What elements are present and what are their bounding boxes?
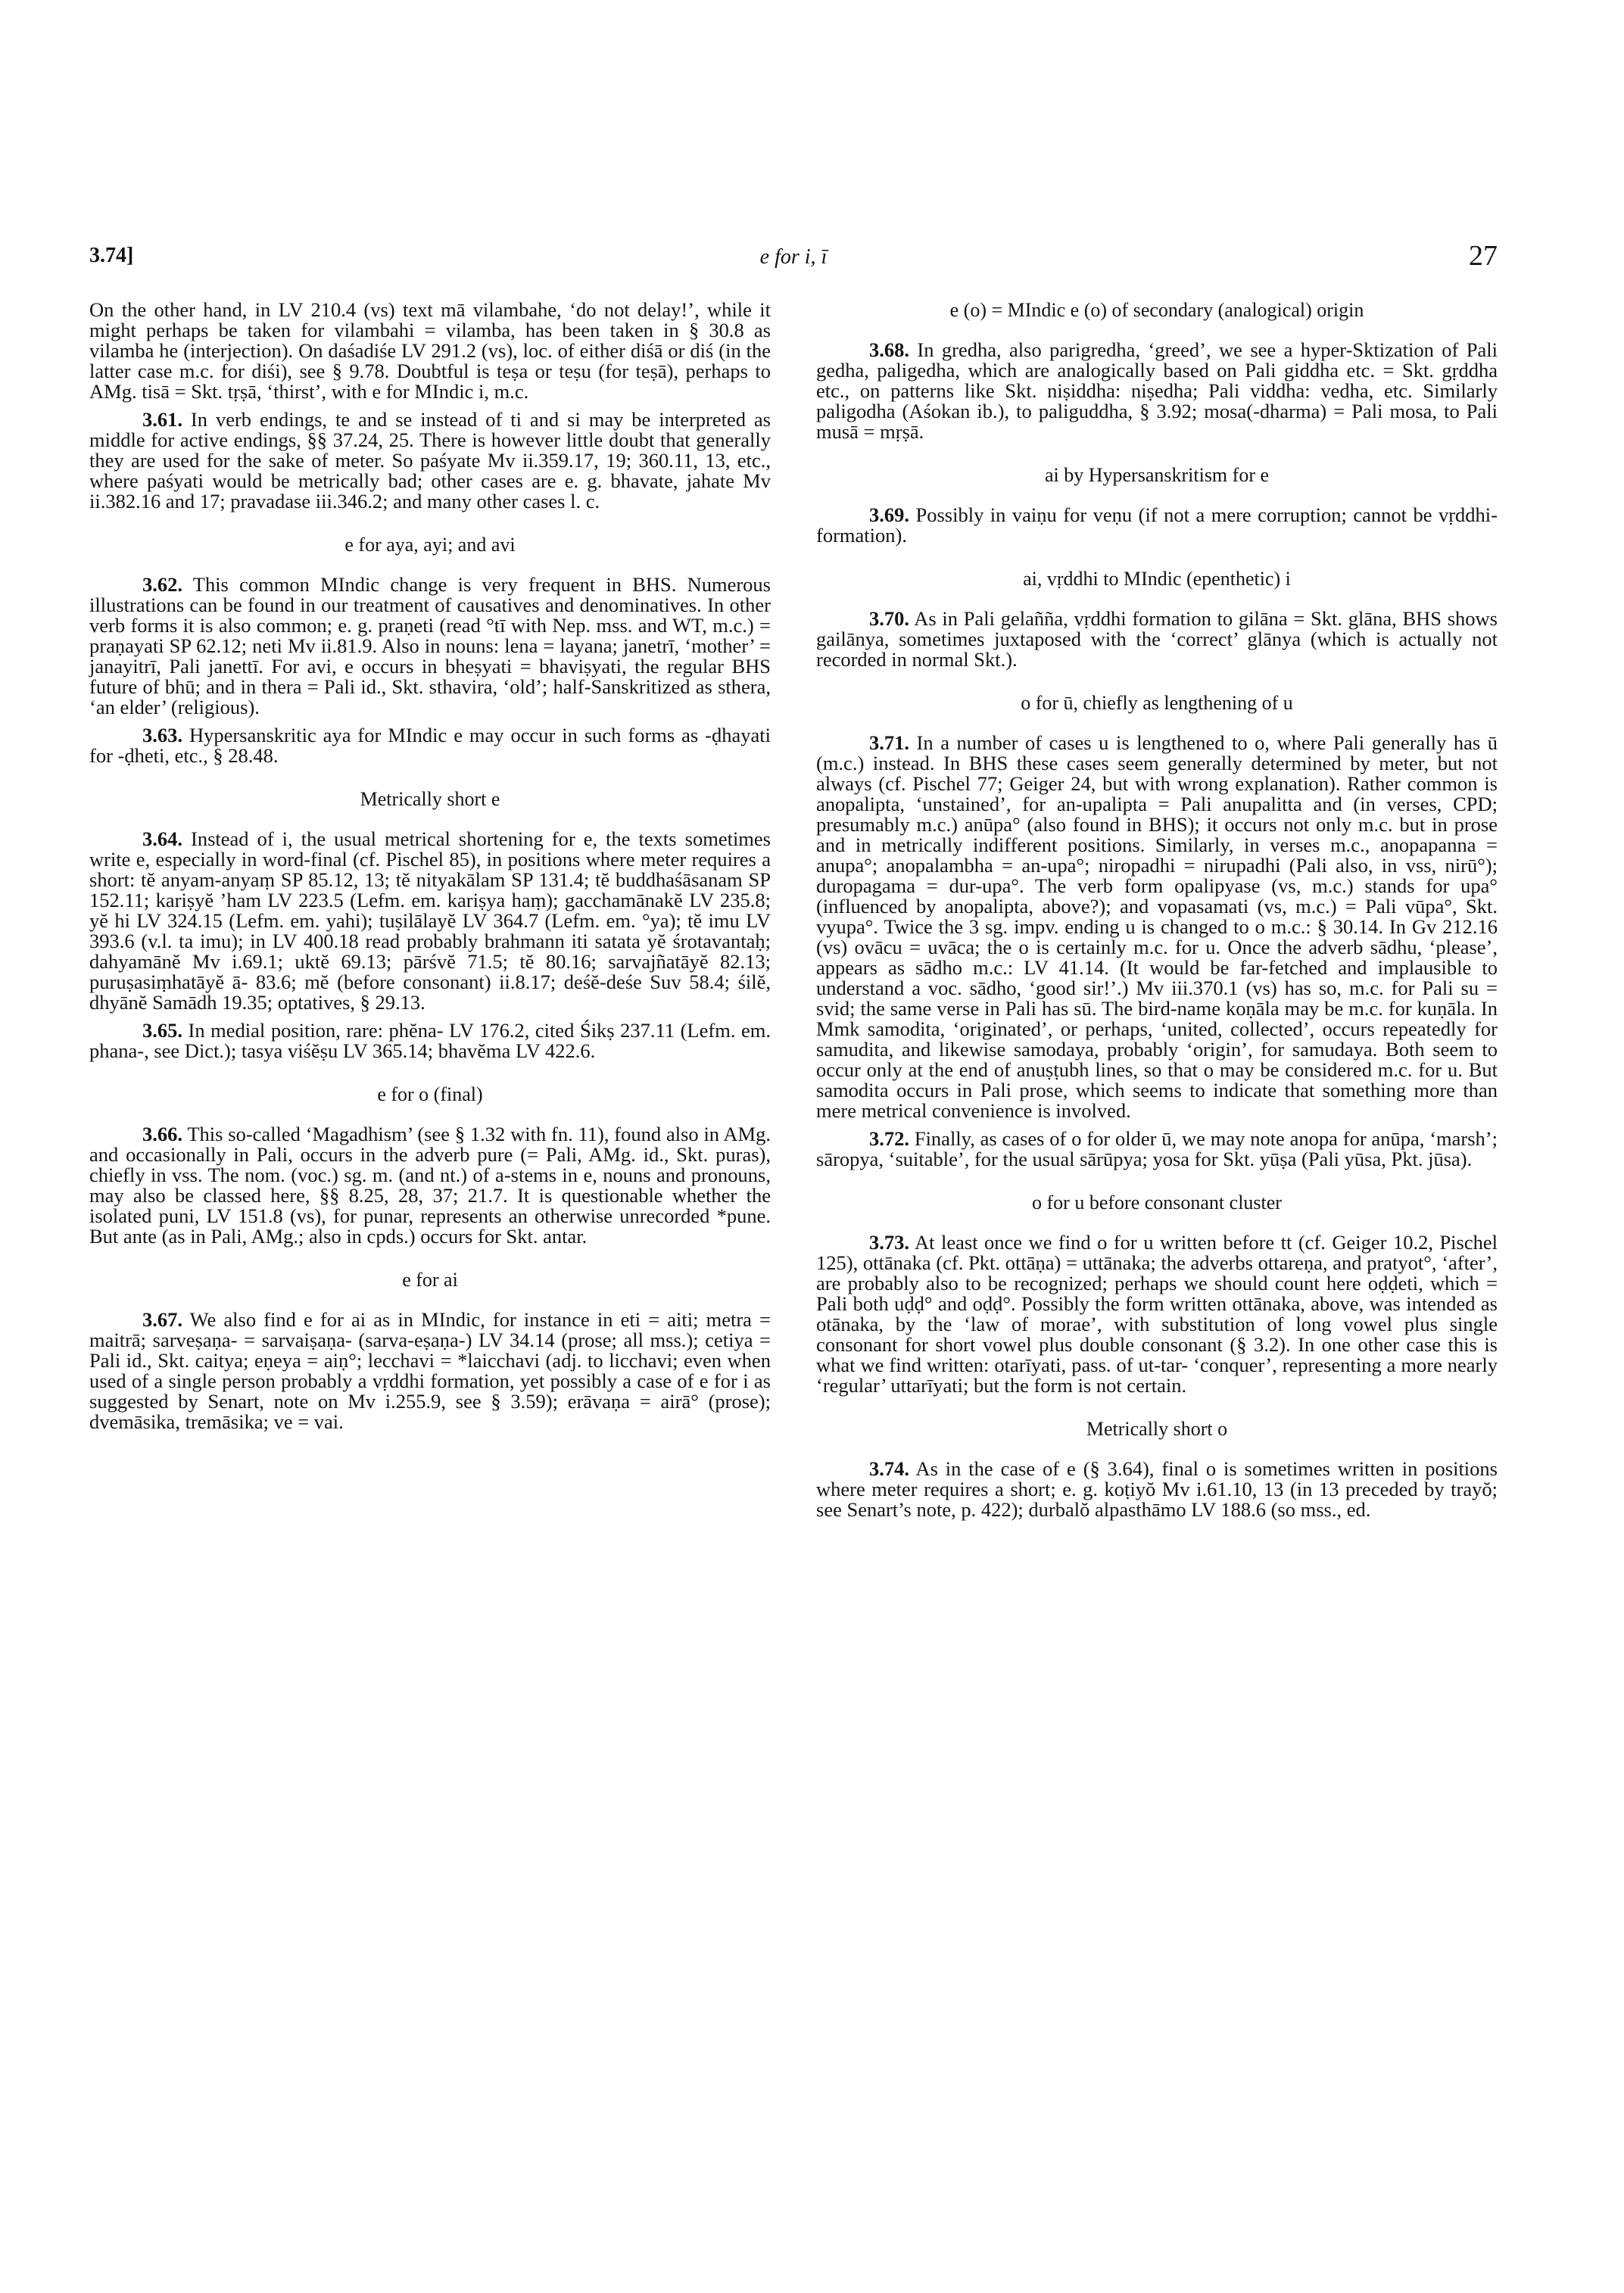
paragraph-text: We also find e for ai as in MIndic, for instance in eti = aiti; metra = maitrā; sarveṣaṇa- = sarvaiṣaṇa- (sarva-eṣaṇa-) LV 34.14 (prose; all mss.); cetiya = Pali id., Skt. caitya; eṇeya = aiṇ°; lecchavi = *laicchavi (adj. to licchavi; even when used of a single person probably a vṛddhi formation, yet possibly a case of e for i as suggested by Senart, note on Mv i.255.9, see § 3.59); erāvaṇa = airā° (prose); dvemāsika, tremāsika; ve = vai. [89,1308,771,1433]
paragraph-3-69 [816,505,1498,546]
section-heading-e-for-ai: e for ai [402,1269,458,1291]
paragraph-text: This so-called ‘Magadhism’ (see § 1.32 with fn. 11), found also in AMg. and occasionally in Pali, occurs in the adverb pure (= Pali, AMg. id., Skt. puras), chiefly in vss. The nom. (voc.) sg. m. (and nt.) of a-stems in e, nouns and pronouns, may also be classed here, §§ 8.25, 28, 37; 21.7. It is questionable whether the isolated puni, LV 151.8 (vs), for punar, represents an otherwise unrecorded *pune. But ante (as in Pali, AMg.; also in cpds.) occurs for Skt. antar. [89,1123,771,1248]
paragraph-3-64 [89,829,771,1013]
paragraph-text: In verb endings, te and se instead of ti and si may be interpreted as middle for active endings, §§ 37.24, 25. There is however little doubt that generally they are used for the sake of meter. So paśyate Mv ii.359.17, 19; 360.11, 13, etc., where paśyati would be metrically bad; other cases are e. g. bhavate, jahate Mv ii.382.16 and 17; pravadase iii.346.2; and many other cases l. c. [89,408,771,512]
paragraph-text: In a number of cases u is lengthened to o, where Pali generally has ū (m.c.) instead. In BHS these cases seem generally determined by meter, but not always (cf. Pischel 77; Geiger 24, but with wrong explanation). Rather common is anopalipta, ‘unstained’, for an-upalipta = Pali anupalitta and (in verses, CPD; presumably m.c.) anūpa° (also found in BHS); it occurs not only m.c. but in prose and in metrically indifferent positions. Similarly, in verses m.c., anopapanna = anupa°; anopalambha = an-upa°; niropadhi = nirupadhi (Pali also, in vss, nirū°); duropagama = dur-upa°. The verb form opalipyase (vs, m.c.) stands for upa° (influenced by anopalipta, above?); and vopasamati (vs, m.c.) = Pali vūpa°, Skt. vyupa°. Twice the 3 sg. impv. ending u is changed to o m.c.: § 30.14. In Gv 212.16 (vs) ovācu = uvāca; the o is certainly m.c. for u. Once the adverb sādhu, ‘please’, appears as sādho m.c.: LV 41.14. (It would be far-fetched and implausible to understand a voc. sādho, ‘good sir!’.) Mv iii.370.1 (vs) has so, m.c. for Pali su = svid; the same verse in Pali has sū. The bird-name koṇāla may be m.c. for kuṇāla. In Mmk samodita, ‘originated’, or perhaps, ‘united, collected’, occurs repeatedly for samudita, and likewise samodaya, probably ‘origin’, for samudaya. Both seem to occur only at the end of anuṣṭubh lines, so that o may be considered m.c. for u. But samodita occurs in Pali prose, which seems to indicate that something more than mere metrical convenience is involved. [816,731,1498,1122]
paragraph-number: 3.69. [869,503,909,526]
paragraph-3-67 [89,1310,771,1432]
paragraph-3-72 [816,1129,1498,1170]
section-heading-metrically-short-o: Metrically short o [1086,1418,1228,1440]
paragraph-number: 3.73. [869,1231,909,1254]
paragraph-3-61 [89,410,771,512]
right-column [816,300,1498,1528]
paragraph-number: 3.71. [869,731,909,754]
section-heading-ai-hypersanskritism: ai by Hypersanskritism for e [1044,464,1270,486]
page-number: 27 [1469,240,1498,272]
paragraph-number: 3.62. [142,573,182,596]
paragraph-text: On the other hand, in LV 210.4 (vs) text mā vilambahe, ‘do not delay!’, while it might perhaps be taken for vilambahi = vilamba, has been taken in § 30.8 as vilamba he (interjection). On daśadiśe LV 291.2 (vs), loc. of either diśā or diś (in the latter case m.c. for diśi), see § 9.78. Doubtful is teṣa or teṣu (for teṣā), perhaps to AMg. tisā = Skt. tṛṣā, ‘thirst’, with e for MIndic i, m.c. [89,298,771,403]
section-heading-e-o-secondary: e (o) = MIndic e (o) of secondary (analogical) origin [949,299,1364,321]
paragraph-text: At least once we find o for u written before tt (cf. Geiger 10.2, Pischel 125), ottānaka (cf. Pkt. ottāṇa) = uttānaka; the adverbs ottareṇa, and pratyot°, ‘after’, are probably also to be recognized; perhaps we should count here oḍḍeti, which = Pali both uḍḍ° and oḍḍ°. Possibly the form written ottānaka, above, was intended as otānaka, by the ‘law of morae’, with substitution of long vowel plus single consonant for short vowel plus double consonant (§ 3.2). In one other case this is what we find written: otarīyati, pass. of ut-tar- ‘conquer’, representing a more nearly ‘regular’ uttarīyati; but the form is not certain. [816,1231,1498,1397]
paragraph-number: 3.65. [142,1019,182,1042]
paragraph-3-65 [89,1020,771,1061]
paragraph-text: In gredha, also parigredha, ‘greed’, we see a hyper-Sktization of Pali gedha, paligedha, which are analogically based on Pali giddha etc. = Skt. gṛddha etc., on patterns like Skt. niṣiddha: niṣedha; Pali viddha: vedha, etc. Similarly paligodha (Aśokan ib.), to paliguddha, § 3.92; mosa(-dharma) = Pali mosa, to Pali musā = mṛṣā. [816,338,1498,443]
paragraph-number: 3.72. [869,1127,909,1150]
paragraph-3-63 [89,725,771,766]
section-heading-e-for-o: e for o (final) [377,1083,483,1105]
page-header [89,241,1498,279]
paragraph-3-74 [816,1459,1498,1520]
paragraph-number: 3.67. [142,1308,182,1331]
paragraph-text: As in the case of e (§ 3.64), final o is sometimes written in positions where meter requires a short; e. g. koṭiyŏ Mv i.61.10, 13 (in 13 preceded by trayŏ; see Senart’s note, p. 422); durbalŏ alpasthāmo LV 188.6 (so mss., ed. [816,1457,1498,1521]
paragraph-text: Finally, as cases of o for older ū, we may note anopa for anūpa, ‘marsh’; sāropya, ‘suitable’, for the usual sārūpya; yosa for Skt. yūṣa (Pali yūsa, Pkt. jūsa). [816,1127,1498,1170]
section-heading-metrically-short-e: Metrically short e [360,788,500,810]
paragraph-number: 3.74. [869,1457,909,1480]
paragraph-text: Hypersanskritic aya for MIndic e may occur in such forms as -ḍhayati for -ḍheti, etc., § 28.48. [89,724,771,767]
section-heading-o-for-u: o for ū, chiefly as lengthening of u [1021,692,1293,714]
section-heading-o-for-u-cluster: o for u before consonant cluster [1032,1192,1282,1213]
paragraph-text: Possibly in vaiṇu for veṇu (if not a mere corruption; cannot be vṛddhi-formation). [816,503,1498,547]
paragraph-3-70 [816,609,1498,670]
paragraph-continuation [89,300,771,402]
paragraph-number: 3.68. [869,338,909,361]
paragraph-text: Instead of i, the usual metrical shortening for e, the texts sometimes write e, especially in word-final (cf. Pischel 85), in positions where meter requires a short: tĕ anyam-anyaṃ SP 85.12, 13; tĕ nityakālam SP 131.4; tĕ buddhaśāsanam SP 152.11; kariṣyĕ ’ham LV 223.5 (Lefm. em. kariṣya haṃ); gacchamānakĕ LV 235.8; yĕ hi LV 324.15 (Lefm. em. yahi); tuṣilālayĕ LV 364.7 (Lefm. em. °ya); tĕ imu LV 393.6 (v.l. ta imu); in LV 400.18 read probably brahmann iti satata yĕ śrotavantaḥ; dahyamānĕ Mv i.69.1; uktĕ 69.13; pārśvĕ 71.5; tĕ 80.16; sarvajñatāyĕ 82.13; puruṣasiṃhatāyĕ ā- 83.6; mĕ (before consonant) ii.8.17; deśĕ-deśe Suv 58.4; śilĕ, dhyānĕ Samādh 19.35; optatives, § 29.13. [89,827,771,1014]
paragraph-number: 3.66. [142,1123,182,1145]
paragraph-3-68 [816,340,1498,442]
running-title: e for i, ī [759,245,828,269]
paragraph-3-62 [89,575,771,718]
paragraph-number: 3.61. [142,408,182,431]
section-heading-e-for-aya: e for aya, ayi; and avi [344,534,516,556]
paragraph-3-66 [89,1124,771,1247]
left-column [89,300,771,1440]
paragraph-number: 3.63. [142,724,182,746]
paragraph-text: As in Pali gelañña, vṛddhi formation to gilāna = Skt. glāna, BHS shows gailānya, sometimes juxtaposed with the ‘correct’ glānya (which is actually not recorded in normal Skt.). [816,607,1498,671]
paragraph-text: In medial position, rare: phĕna- LV 176.2, cited Śikṣ 237.11 (Lefm. em. phana-, see Dict.); tasya viśĕṣu LV 365.14; bhavĕma LV 422.6. [89,1019,771,1062]
paragraph-3-73 [816,1232,1498,1396]
paragraph-3-71 [816,733,1498,1121]
paragraph-text: This common MIndic change is very frequent in BHS. Numerous illustrations can be found in our treatment of causatives and denominatives. In other verb forms it is also common; e. g. praṇeti (read °tī with Nep. mss. and WT, m.c.) = praṇayati SP 62.12; neti Mv ii.81.9. Also in nouns: lena = layana; janetrī, ‘mother’ = janayitrī, Pali janettī. For avi, e occurs in bheṣyati = bhaviṣyati, the regular BHS future of bhū; and in thera = Pali id., Skt. sthavira, ‘old’; half-Sanskritized as sthera, ‘an elder’ (religious). [89,573,771,718]
section-heading-ai-vrddhi: ai, vṛddhi to MIndic (epenthetic) i [1023,568,1291,590]
paragraph-number: 3.64. [142,827,182,850]
paragraph-number: 3.70. [869,607,909,630]
section-reference: 3.74] [89,244,134,267]
